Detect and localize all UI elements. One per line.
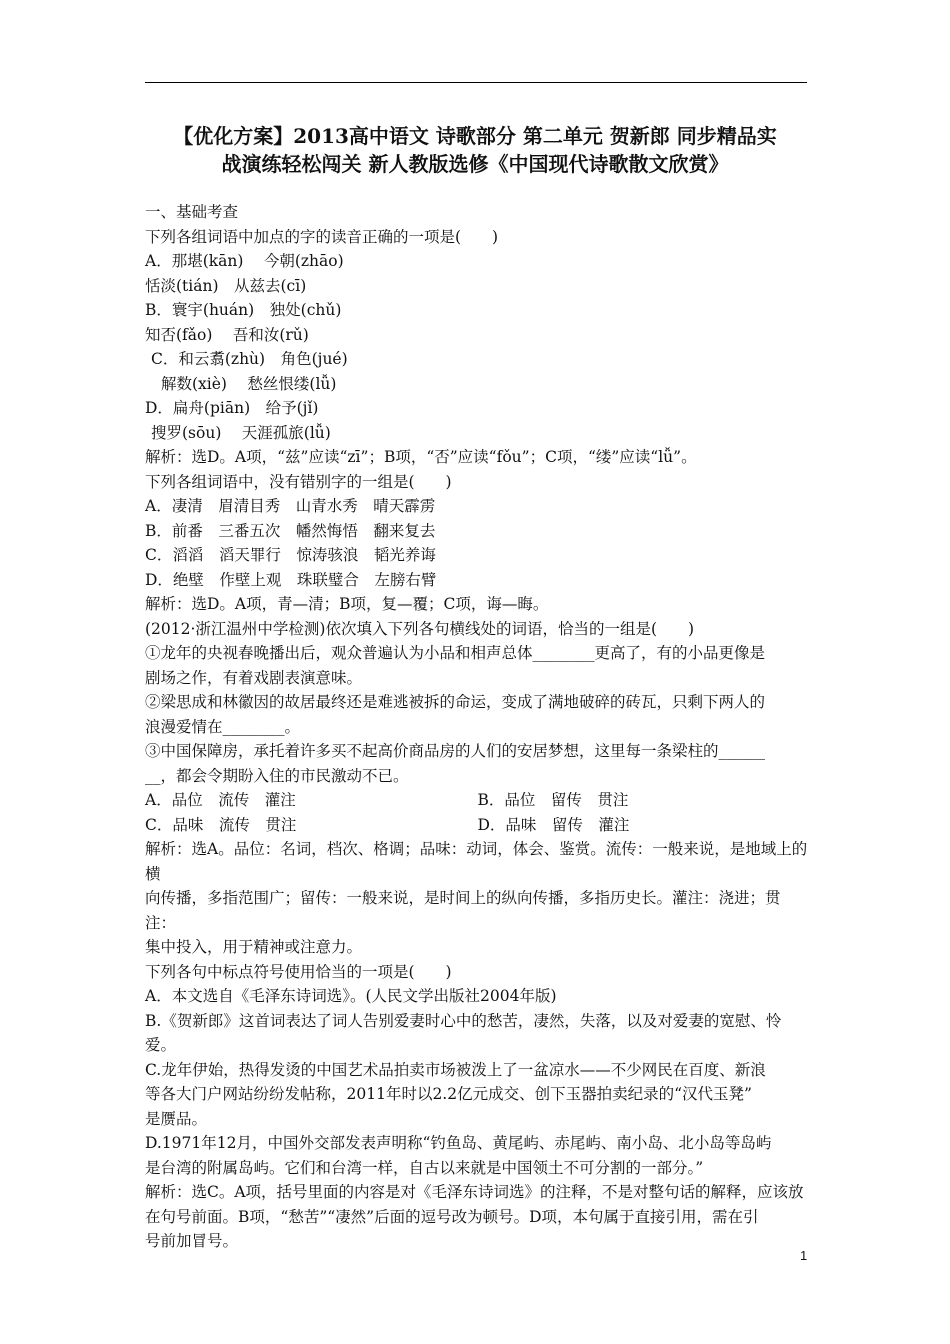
option-d-line-1: D.1971年12月，中国外交部发表声明称“钓鱼岛、黄尾屿、赤尾屿、南小岛、北小岛等岛屿 (145, 1134, 772, 1152)
option-b-line-2: 知否(fǎo) 吾和汝(rǔ) (145, 325, 309, 344)
option-c: C．滔滔 滔天罪行 惊涛骇浪 韬光养诲 (145, 546, 436, 564)
analysis-line-3: 号前加冒号。 (145, 1232, 239, 1250)
option-d-line-2: 搜罗(sōu) 天涯孤旅(lǚ) (151, 423, 331, 442)
analysis-line-1: 解析：选C。A项，括号里面的内容是对《毛泽东诗词选》的注释，不是对整句话的解释，应该放 (145, 1183, 804, 1201)
option-c-line-2: 解数(xiè) 愁丝恨缕(lǚ) (161, 374, 337, 393)
option-c-line-2: 等各大门户网站纷纷发帖称，2011年时以2.2亿元成交、创下玉器拍卖纪录的“汉代玉凳” (145, 1085, 752, 1103)
option-b-line-1: B.《贺新郎》这首词表达了词人告别爱妻时心中的愁苦，凄然，失落，以及对爱妻的宽慰、怜 (145, 1011, 782, 1030)
option-a: A．品位 流传 灌注 (145, 791, 296, 809)
sentence-2-line-1: ②梁思成和林徽因的故居最终还是难逃被拆的命运，变成了满地破碎的砖瓦，只剩下两人的 (145, 693, 766, 711)
page-number: 1 (800, 1248, 808, 1263)
analysis-line-3: 集中投入，用于精神或注意力。 (145, 938, 363, 956)
sentence-1-line-2: 剧场之作，有着戏剧表演意味。 (145, 668, 363, 687)
option-b-line-1: B．寰宇(huán) 独处(chǔ) (145, 301, 342, 319)
document-title (120, 122, 830, 178)
question-stem: 下列各组词语中加点的字的读音正确的一项是( ) (145, 227, 499, 246)
option-d: D．品味 留传 灌注 (477, 815, 630, 834)
option-a: A．凄清 眉清目秀 山青水秀 晴天霹雳 (145, 497, 436, 515)
options-row-2 (145, 813, 810, 838)
analysis-line-2: 向传播，多指范围广；留传：一般来说，是时间上的纵向传播，多指历史长。灌注：浇进；贯注： (145, 889, 781, 932)
option-b: B．前番 三番五次 幡然悔悟 翻来复去 (145, 521, 436, 540)
option-b: B．品位 留传 贯注 (477, 791, 629, 809)
title-line-1: 【优化方案】2013高中语文 诗歌部分 第二单元 贺新郎 同步精品实 (173, 124, 777, 148)
analysis-line-1: 解析：选A。品位：名词，档次、格调；品味：动词，体会、鉴赏。流传：一般来说，是地域上的横 (145, 840, 808, 883)
sentence-3-line-1: ③中国保障房，承托着许多买不起高价商品房的人们的安居梦想，这里每一条梁柱的______ (145, 742, 766, 760)
analysis-line-2: 在句号前面。B项，“愁苦”“凄然”后面的逗号改为顿号。D项，本句属于直接引用，需在引 (145, 1207, 759, 1226)
header-rule (145, 82, 807, 83)
question-stem: (2012·浙江温州中学检测)依次填入下列各句横线处的词语，恰当的一组是( ) (145, 619, 695, 638)
sentence-1-line-1: ①龙年的央视春晚播出后，观众普遍认为小品和相声总体________更高了，有的小品更像是 (145, 644, 766, 662)
option-d-line-2: 是台湾的附属岛屿。它们和台湾一样，自古以来就是中国领土不可分割的一部分。” (145, 1158, 704, 1177)
document-body (145, 200, 810, 1254)
question-4 (145, 960, 810, 1254)
option-b-line-2: 爱。 (145, 1036, 177, 1054)
option-c: C．品味 流传 贯注 (145, 815, 297, 834)
option-d-line-1: D．扁舟(piān) 给予(jǐ) (145, 399, 319, 417)
question-stem: 下列各组词语中，没有错别字的一组是( ) (145, 472, 452, 491)
options-row-1 (145, 788, 810, 813)
option-d: D．绝壁 作壁上观 珠联璧合 左膀右臂 (145, 570, 437, 589)
question-3 (145, 617, 810, 960)
option-c-line-1: C.龙年伊始，热得发烫的中国艺术品拍卖市场被泼上了一盆凉水——不少网民在百度、新浪 (145, 1060, 766, 1079)
analysis: 解析：选D。A项，青—清；B项，复—覆；C项，诲—晦。 (145, 595, 549, 613)
option-a-line-1: A．那堪(kān) 今朝(zhāo) (145, 252, 344, 270)
title-line-2: 战演练轻松闯关 新人教版选修《中国现代诗歌散文欣赏》 (221, 152, 729, 176)
option-a: A．本文选自《毛泽东诗词选》。(人民文学出版社2004年版) (145, 987, 557, 1005)
option-c-line-3: 是赝品。 (145, 1109, 208, 1128)
option-c-line-1: C．和云翥(zhù) 角色(jué) (151, 350, 348, 368)
analysis: 解析：选D。A项，“兹”应读“zī”；B项，“否”应读“fǒu”；C项，“缕”应读“lǚ”。 (145, 448, 697, 466)
question-1 (145, 225, 810, 470)
section-heading: 一、基础考查 (145, 203, 239, 221)
question-stem: 下列各句中标点符号使用恰当的一项是( ) (145, 962, 452, 981)
sentence-2-line-2: 浪漫爱情在________。 (145, 717, 301, 736)
sentence-3-line-2: __，都会令期盼入住的市民激动不已。 (145, 766, 409, 785)
question-2 (145, 470, 810, 617)
option-a-line-2: 恬淡(tián) 从兹去(cī) (145, 276, 307, 295)
